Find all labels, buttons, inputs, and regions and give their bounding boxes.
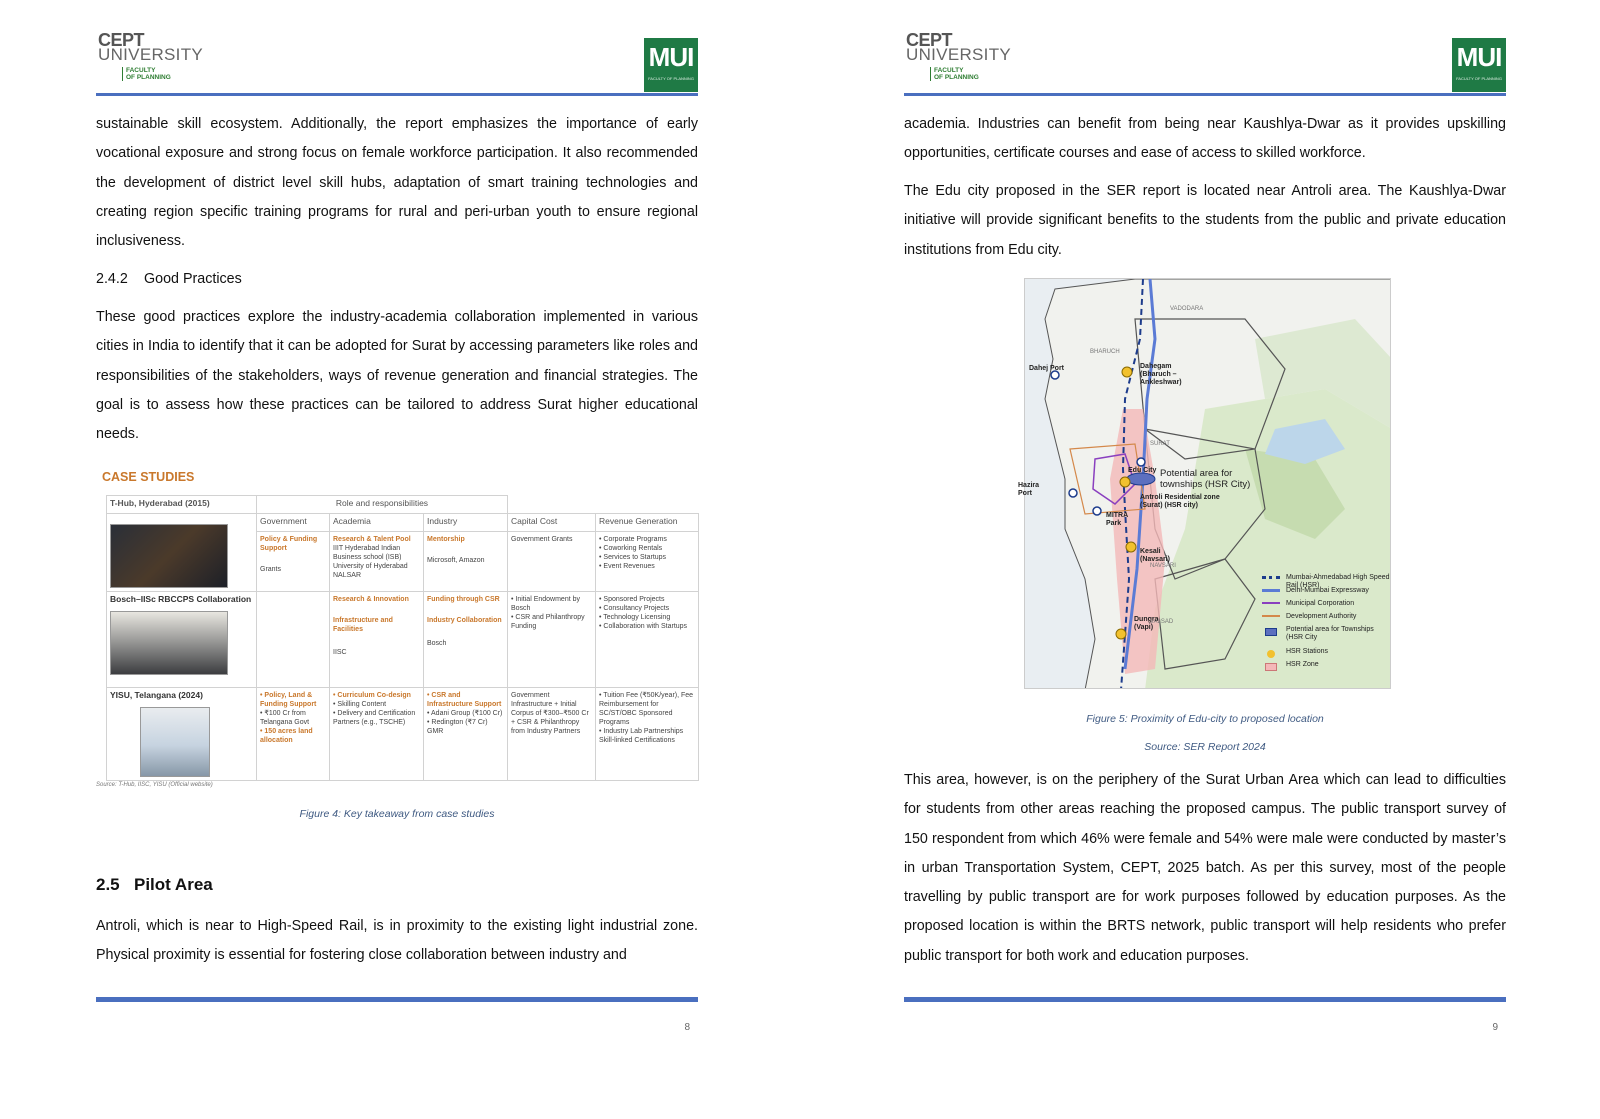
map-label-navsari: NAVSARI [1150,563,1176,569]
paragraph: academia. Industries can benefit from being near Kaushlya-Dwar as it provides upskilling opportunities, certificate courses and ease of access to skilled workforce. [904,116,1506,162]
case-name: Bosch–IISc RBCCPS Collaboration [110,594,252,604]
col-header: Academia [330,514,424,532]
paragraph: This area, however, is on the periphery of the Surat Urban Area which can lead to difficulties for students from other areas reaching the proposed campus. The public transport survey of 150 respondent from which 46% were female and 54% were male were conducted by master’s in urban Transportation System, CEPT, 2025 batch. As per this survey, most of the people travelling by public transport are for work purposes followed by education purposes. As the proposed location is within the BRTS network, public transport will help residents who prefer public transport for both work and education purposes. [904,772,1506,964]
case-studies-title: CASE STUDIES [102,470,195,484]
col-header: Industry [424,514,508,532]
legend-item: Mumbai-Ahmedabad High Speed Rail (HSR) [1256,574,1390,586]
role-header: Role and responsibilities [257,496,508,514]
map-label-dahegam: Dahegam (Bharuch – Ankleshwar) [1140,363,1182,386]
yisu-photo [140,707,210,777]
case-studies-table: T-Hub, Hyderabad (2015) Role and responsibilities Government Academia Industry Capital Cost Revenue Generation Policy & Funding Support Grants Research & Talent Pool IIIT Hyderabad Indian Business school (ISB) University of Hyderabad NALSAR Mentorship Microsoft, Amazon Government Grants • Corporate Programs • Coworking Rentals • Services to Startups • Event Revenues Bosch–IISc RBCCPS Collaboration Research & Innovation Infrastructure and Facilities IISC Funding through CSR Industry Collaboration Bosch • Initial Endowment by Bosch • CSR and Philanthropy Funding • Sponsored Projects • Consultancy Projects • Technology Licensing • Collaboration with Startups YISU, Telangana (2024) • Policy, Land & Funding Support • ₹100 Cr from Telangana Govt • 150 acres land allocation • Curriculum Co-design • Skilling Content • Delivery and Certification Partners (e.g., TSCHE) • CSR and Infrastructure Support • Adani Group (₹100 Cr) • Redington (₹7 Cr) GMR Government Infrastructure + Initial Corpus of ₹300–₹500 Cr + CSR & Philanthropy from Industry Partners • Tuition Fee (₹50K/year), Fee Reimbursement for SC/ST/OBC Sponsored Programs • Industry Lab Partnerships Skill-linked Certifications [106,495,699,781]
legend-item: Development Authority [1256,613,1390,625]
mui-logo: MUI FACULTY OF PLANNING [1452,38,1506,92]
map-label-kesali: Kesali (Navsari) [1140,548,1170,563]
paragraph: The Edu city proposed in the SER report is located near Antroli area. The Kaushlya-Dwar initiative will provide significant benefits to the students from the public and private education institutions from Edu city. [904,183,1506,258]
map-legend [1256,574,1390,674]
bosch-iisc-photo [110,611,228,675]
map-label-bharuch: BHARUCH [1090,349,1120,355]
footer-rule [96,997,698,1002]
map-label-mitra: MITRA Park [1106,512,1128,527]
map-label-valsad: VALSAD [1150,619,1174,625]
figure-caption: Figure 4: Key takeaway from case studies [299,808,495,820]
cept-university-logo: CEPT UNIVERSITY FACULTY OF PLANNING [906,30,1012,81]
legend-item: HSR Stations [1256,648,1390,660]
col-header: Revenue Generation [596,514,699,532]
map-label-dungra: Dungra (Vapi) [1134,616,1159,631]
legend-item: Potential area for Townships (HSR City [1256,626,1390,646]
figure-caption: Figure 5: Proximity of Edu-city to proposed location [1086,713,1324,725]
case-name: YISU, Telangana (2024) [110,690,203,700]
col-header: Capital Cost [508,514,596,532]
map-label-surat: SURAT [1150,441,1170,447]
paragraph: Antroli, which is near to High-Speed Rail, is in proximity to the existing light industrial zone. Physical proximity is essential for fostering close collaboration between industry and [96,918,698,964]
t-hub-photo [110,524,228,588]
subsection-heading: 2.4.2 Good Practices [96,271,242,287]
case-name: T-Hub, Hyderabad (2015) [107,496,257,514]
map-label-dahej: Dahej Port [1029,365,1065,372]
col-header: Government [257,514,330,532]
legend-item: HSR Zone [1256,661,1390,673]
header-rule [904,93,1506,96]
map-label-vadodara: VADODARA [1170,306,1204,312]
mui-logo: MUI FACULTY OF PLANNING [644,38,698,92]
page-number: 8 [684,1022,690,1033]
map-label-hazira: Hazira Port [1018,482,1040,497]
legend-item: Delhi-Mumbai Expressway [1256,587,1390,599]
footer-rule [904,997,1506,1002]
cept-university-logo: CEPT UNIVERSITY FACULTY OF PLANNING [98,30,204,81]
paragraph: sustainable skill ecosystem. Additionally, the report emphasizes the importance of early vocational exposure and strong focus on female workforce participation. It also recommended the development of district level skill hubs, adaptation of smart training technologies and creating region specific training programs for rural and peri-urban youth to ensure regional inclusiveness. [96,116,698,250]
map-label-antroli: Antroli Residential zone (Surat) (HSR city) [1140,494,1220,509]
map-label-educity: Edu City [1128,467,1157,474]
page-number: 9 [1492,1022,1498,1033]
figure-source: Source: SER Report 2024 [1144,741,1266,753]
header-rule [96,93,698,96]
paragraph: These good practices explore the industry-academia collaboration implemented in various cities in India to identify that it can be adopted for Surat by accessing parameters like roles and responsibilities of the stakeholders, ways of revenue generation and financial strategies. The goal is to assess how these practices can be tailored to address Surat higher educational needs. [96,309,698,443]
map-label-potential-area: Potential area for townships (HSR City) [1160,468,1251,490]
figure-source: Source: T-Hub, IISC, YISU (Official website) [96,782,213,788]
legend-item: Municipal Corporation [1256,600,1390,612]
section-heading: 2.5 Pilot Area [96,875,213,894]
